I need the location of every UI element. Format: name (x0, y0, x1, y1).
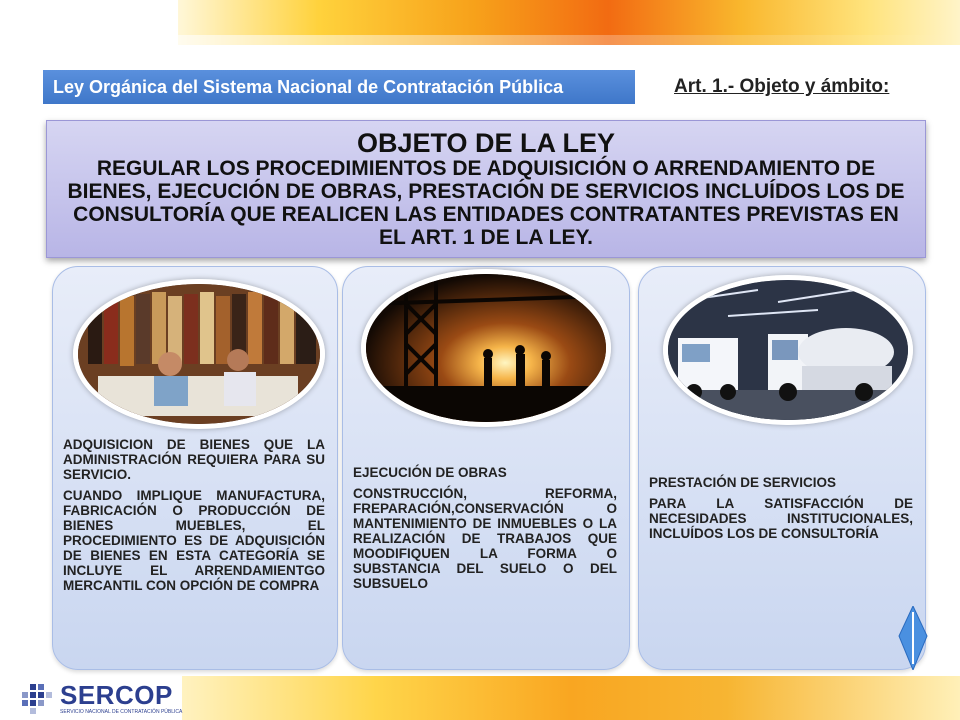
bottom-decorative-banner (182, 676, 960, 720)
objeto-heading: OBJETO DE LA LEY (356, 128, 616, 158)
objeto-text: REGULAR LOS PROCEDIMIENTOS DE ADQUISICIÓN O ARRENDAMIENTO DE BIENES, EJECUCIÓN DE OBRAS, PRESTACIÓN DE SERVICIOS INCLUÍDOS LOS DE CONSULTORÍA QUE REALICEN LAS ENTIDADES CONTRATANTES PREVISTAS EN EL ART. 1 DE LA LEY. (67, 157, 905, 249)
top-decorative-banner (178, 0, 960, 45)
card-3-body: PARA LA SATISFACCIÓN DE NECESIDADES INSTITUCIONALES, INCLUÍDOS LOS DE CONSULTORÍA (649, 496, 913, 541)
card-ejecucion-obras (342, 266, 630, 670)
card-1-title: ADQUISICION DE BIENES QUE LA ADMINISTRACIÓN REQUIERA PARA SU SERVICIO. (63, 437, 325, 482)
card-1-text (63, 437, 325, 599)
card-1-body: CUANDO IMPLIQUE MANUFACTURA, FABRICACIÓN O PRODUCCIÓN DE BIENES MUEBLES, EL PROCEDIMIENTO ES DE ADQUISICIÓN DE BIENES EN ESTA CATEGORÍA SE INCLUYE EL ARRENDAMIENTGO MERCANTIL CON OPCIÓN DE COMPRA (63, 488, 325, 593)
card-adquisicion-bienes (52, 266, 338, 670)
card-3-text (649, 475, 913, 547)
logo-wordmark: SERCOP (60, 680, 173, 710)
construction-sunset-photo (361, 269, 611, 427)
card-3-title: PRESTACIÓN DE SERVICIOS (649, 475, 837, 490)
down-arrow-icon[interactable] (898, 606, 928, 670)
law-title-bar: Ley Orgánica del Sistema Nacional de Contratación Pública (43, 70, 635, 104)
article-title: Art. 1.- Objeto y ámbito: (674, 76, 890, 97)
logo-subtext: SERVICIO NACIONAL DE CONTRATACIÓN PÚBLICA (60, 709, 183, 715)
trucks-expo-photo (663, 275, 913, 425)
card-2-text (353, 465, 617, 597)
leather-store-photo (73, 279, 325, 429)
objeto-de-la-ley-box (46, 120, 926, 258)
sercop-logo (16, 678, 181, 718)
card-2-body: CONSTRUCCIÓN, REFORMA, FREPARACIÓN,CONSERVACIÓN O MANTENIMIENTO DE INMUEBLES O LA REALIZACIÓN DE TRABAJOS QUE MOODIFIQUEN LA FORMA O SUBSTANCIA DEL SUELO O DEL SUBSUELO (353, 486, 617, 591)
sercop-logo-icon (16, 680, 56, 720)
card-prestacion-servicios (638, 266, 926, 670)
card-2-title: EJECUCIÓN DE OBRAS (353, 465, 507, 480)
